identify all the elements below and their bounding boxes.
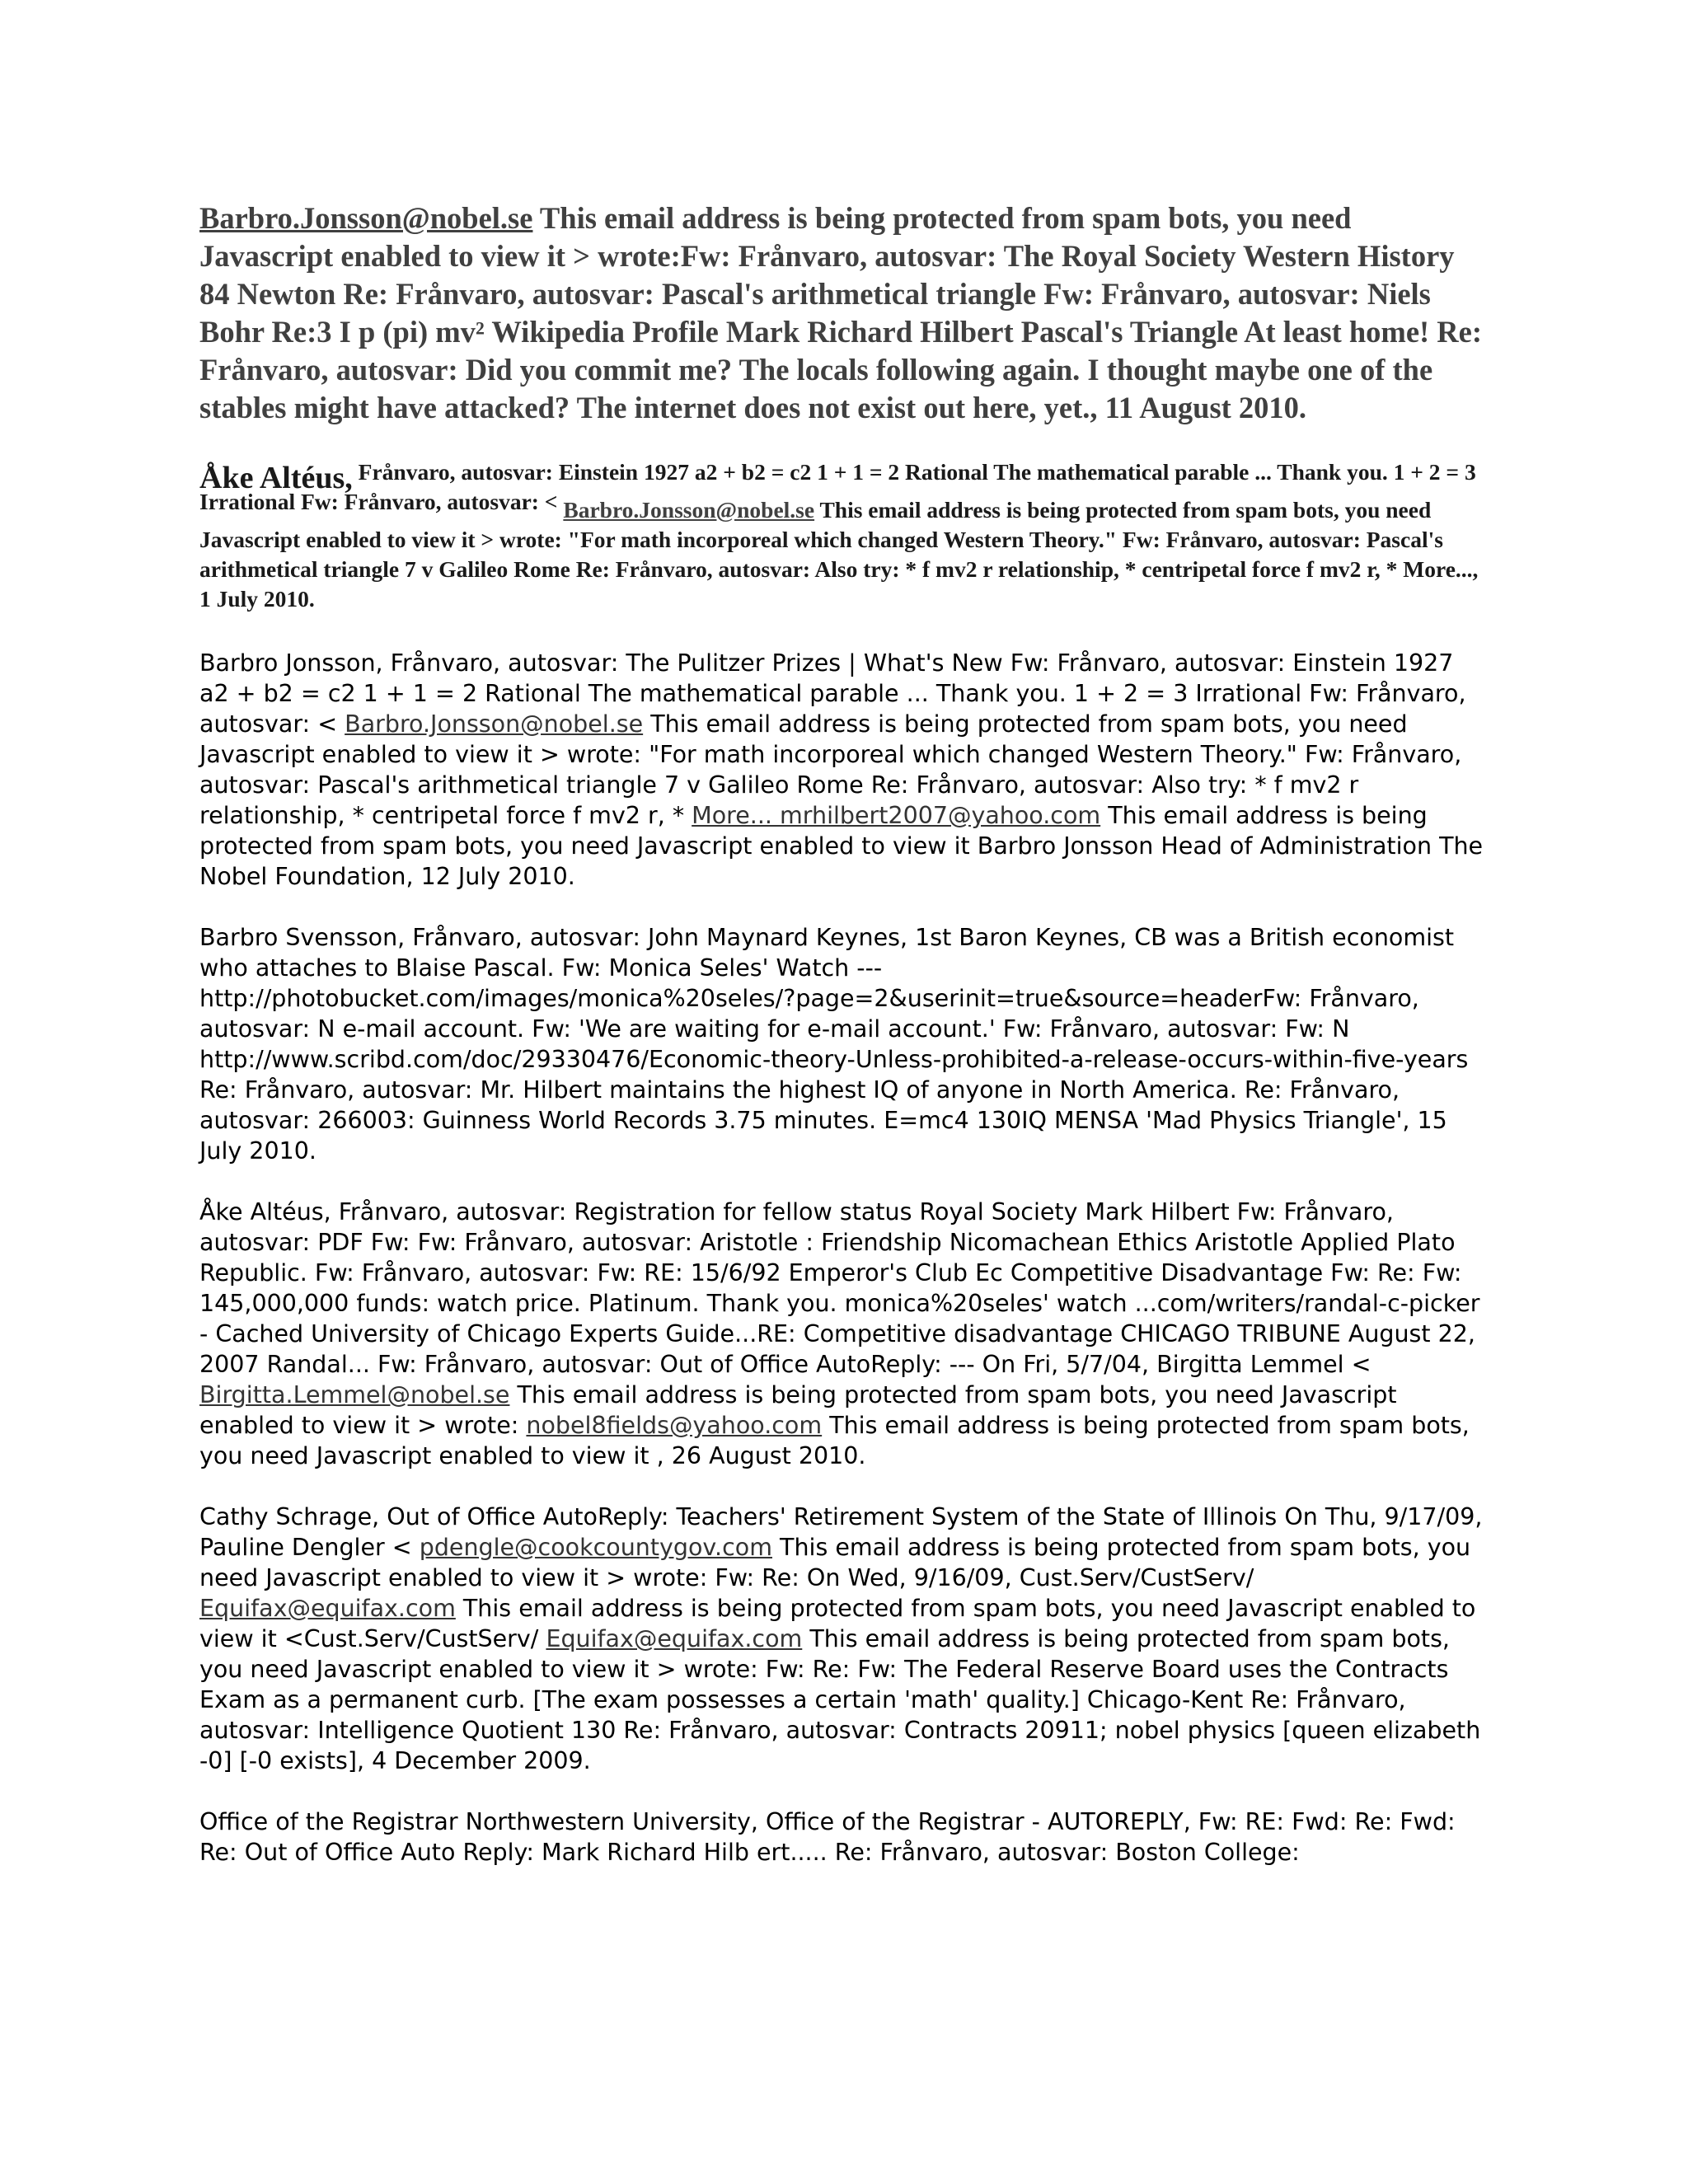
entry-text: Barbro Svensson, Frånvaro, autosvar: John Maynard Keynes, 1st Baron Keynes, CB was a British economist who attaches to Blaise Pascal. Fw: Monica Seles' Watch --- http://photobucket.com/images/monica%20seles/?page=2&userinit=true&source=headerFw: Frånvaro, autosvar: N e-mail account. Fw: 'We are waiting for e-mail account.' Fw: Frånvaro, autosvar: Fw: N http://www.scribd.com/doc/29330476/Economic-theory-Unless-prohibited-a-release-occurs-within-five-years Re: Frånvaro, autosvar: Mr. Hilbert maintains the highest IQ of anyone in North America. Re: Frånvaro, autosvar: 266003: Guinness World Records 3.75 minutes. E=mc4 130IQ MENSA 'Mad Physics Triangle', 15 July 2010. bbox=[199, 924, 1469, 1165]
document-page bbox=[199, 199, 1485, 1868]
entry-text: This email address is being protected from spam bots, you need Javascript enabled to view it <Cust.Serv/CustServ/ bbox=[199, 1595, 1476, 1652]
entry-text: This email address is being protected from spam bots, you need Javascript enabled to view it > wrote: "For math incorporeal which changed Western Theory." Fw: Frånvaro, autosvar: Pascal's arithmetical triangle 7 v Galileo Rome Re: Frånvaro, autosvar: Also try: * f mv2 r relationship, * centripetal force f mv2 r, * More..., 1 July 2010. bbox=[199, 497, 1479, 612]
email-link[interactable]: Equifax@equifax.com bbox=[546, 1625, 803, 1652]
entry-ake-alteus-1 bbox=[199, 459, 1485, 614]
entry-ake-alteus-2 bbox=[199, 1197, 1485, 1471]
entry-barbro-jonsson-nobel bbox=[199, 199, 1485, 427]
entry-author: Åke Altéus, bbox=[199, 461, 353, 495]
entry-barbro-jonsson bbox=[199, 648, 1485, 892]
entry-text: This email address is being protected from spam bots, you need Javascript enabled to view it > wrote: Fw: Re: Fw: The Federal Reserve Board uses the Contracts Exam as a permanent curb. [The exam possesses a certain 'math' quality.] Chicago-Kent Re: Frånvaro, autosvar: Intelligence Quotient 130 Re: Frånvaro, autosvar: Contracts 20911; nobel physics [queen elizabeth -0] [-0 exists], 4 December 2009. bbox=[199, 1625, 1481, 1774]
entry-text: Cathy Schrage, Out of Office AutoReply: Teachers' Retirement System of the State of Illinois On Thu, 9/17/09, Pauline Dengler < bbox=[199, 1503, 1483, 1561]
email-link[interactable]: nobel8fields@yahoo.com bbox=[526, 1412, 823, 1439]
email-link[interactable]: Birgitta.Lemmel@nobel.se bbox=[199, 1381, 510, 1408]
entry-northwestern-registrar bbox=[199, 1807, 1485, 1868]
entry-text: Barbro Jonsson, Frånvaro, autosvar: The Pulitzer Prizes | What's New Fw: Frånvaro, autosvar: Einstein 1927 a2 + b2 = c2 1 + 1 = 2 Rational The mathematical parable ... Thank you. 1 + 2 = 3 Irrational Fw: Frånvaro, autosvar: < bbox=[199, 649, 1466, 738]
email-link[interactable]: Barbro.Jonsson@nobel.se bbox=[199, 201, 533, 235]
email-link[interactable]: Barbro.Jonsson@nobel.se bbox=[345, 710, 644, 738]
email-link[interactable]: pdengle@cookcountygov.com bbox=[419, 1534, 772, 1561]
entry-text: This email address is being protected from spam bots, you need Javascript enabled to view it > wrote: "For math incorporeal which changed Western Theory." Fw: Frånvaro, autosvar: Pascal's arithmetical triangle 7 v Galileo Rome Re: Frånvaro, autosvar: Also try: * f mv2 r relationship, * centripetal force f mv2 r, * bbox=[199, 710, 1462, 829]
entry-barbro-svensson bbox=[199, 922, 1485, 1166]
email-link[interactable]: Equifax@equifax.com bbox=[199, 1595, 456, 1622]
entry-text: Office of the Registrar Northwestern University, Office of the Registrar - AUTOREPLY, Fw: RE: Fwd: Re: Fwd: Re: Out of Office Auto Reply: Mark Richard Hilb ert..... Re: Frånvaro, autosvar: Boston College: bbox=[199, 1808, 1456, 1866]
more-email-link[interactable]: More... mrhilbert2007@yahoo.com bbox=[692, 802, 1101, 829]
entry-text: This email address is being protected from spam bots, you need Javascript enabled to view it > wrote: Fw: Re: On Wed, 9/16/09, Cust.Serv/CustServ/ bbox=[199, 1534, 1471, 1591]
entry-text: This email address is being protected from spam bots, you need Javascript enabled to view it , 26 August 2010. bbox=[199, 1412, 1470, 1469]
entry-cathy-schrage bbox=[199, 1502, 1485, 1776]
email-link[interactable]: Barbro.Jonsson@nobel.se bbox=[563, 497, 815, 523]
entry-text: Frånvaro, autosvar: Einstein 1927 a2 + b2 = c2 1 + 1 = 2 Rational The mathematical parable ... Thank you. 1 + 2 = 3 Irrational Fw: Frånvaro, autosvar: < bbox=[199, 459, 1476, 514]
entry-text: This email address is being protected from spam bots, you need Javascript enabled to view it > wrote:Fw: Frånvaro, autosvar: The Royal Society Western History 84 Newton Re: Frånvaro, autosvar: Pascal's arithmetical triangle Fw: Frånvaro, autosvar: Niels Bohr Re:3 I p (pi) mv² Wikipedia Profile Mark Richard Hilbert Pascal's Triangle At least home! Re: Frånvaro, autosvar: Did you commit me? The locals following again. I thought maybe one of the stables might have attacked? The internet does not exist out here, yet., 11 August 2010. bbox=[199, 201, 1483, 424]
entry-text: Åke Altéus, Frånvaro, autosvar: Registration for fellow status Royal Society Mark Hilbert Fw: Frånvaro, autosvar: PDF Fw: Fw: Frånvaro, autosvar: Aristotle : Friendship Nicomachean Ethics Aristotle Applied Plato Republic. Fw: Frånvaro, autosvar: Fw: RE: 15/6/92 Emperor's Club Ec Competitive Disadvantage Fw: Re: Fw: 145,000,000 funds: watch price. Platinum. Thank you. monica%20seles' watch ...com/writers/randal-c-picker - Cached University of Chicago Experts Guide...RE: Competitive disadvantage CHICAGO TRIBUNE August 22, 2007 Randal... Fw: Frånvaro, autosvar: Out of Office AutoReply: --- On Fri, 5/7/04, Birgitta Lemmel < bbox=[199, 1198, 1480, 1378]
entry-text: This email address is being protected from spam bots, you need Javascript enabled to view it Barbro Jonsson Head of Administration The Nobel Foundation, 12 July 2010. bbox=[199, 802, 1484, 890]
entry-text: This email address is being protected from spam bots, you need Javascript enabled to view it > wrote: bbox=[199, 1381, 1397, 1439]
